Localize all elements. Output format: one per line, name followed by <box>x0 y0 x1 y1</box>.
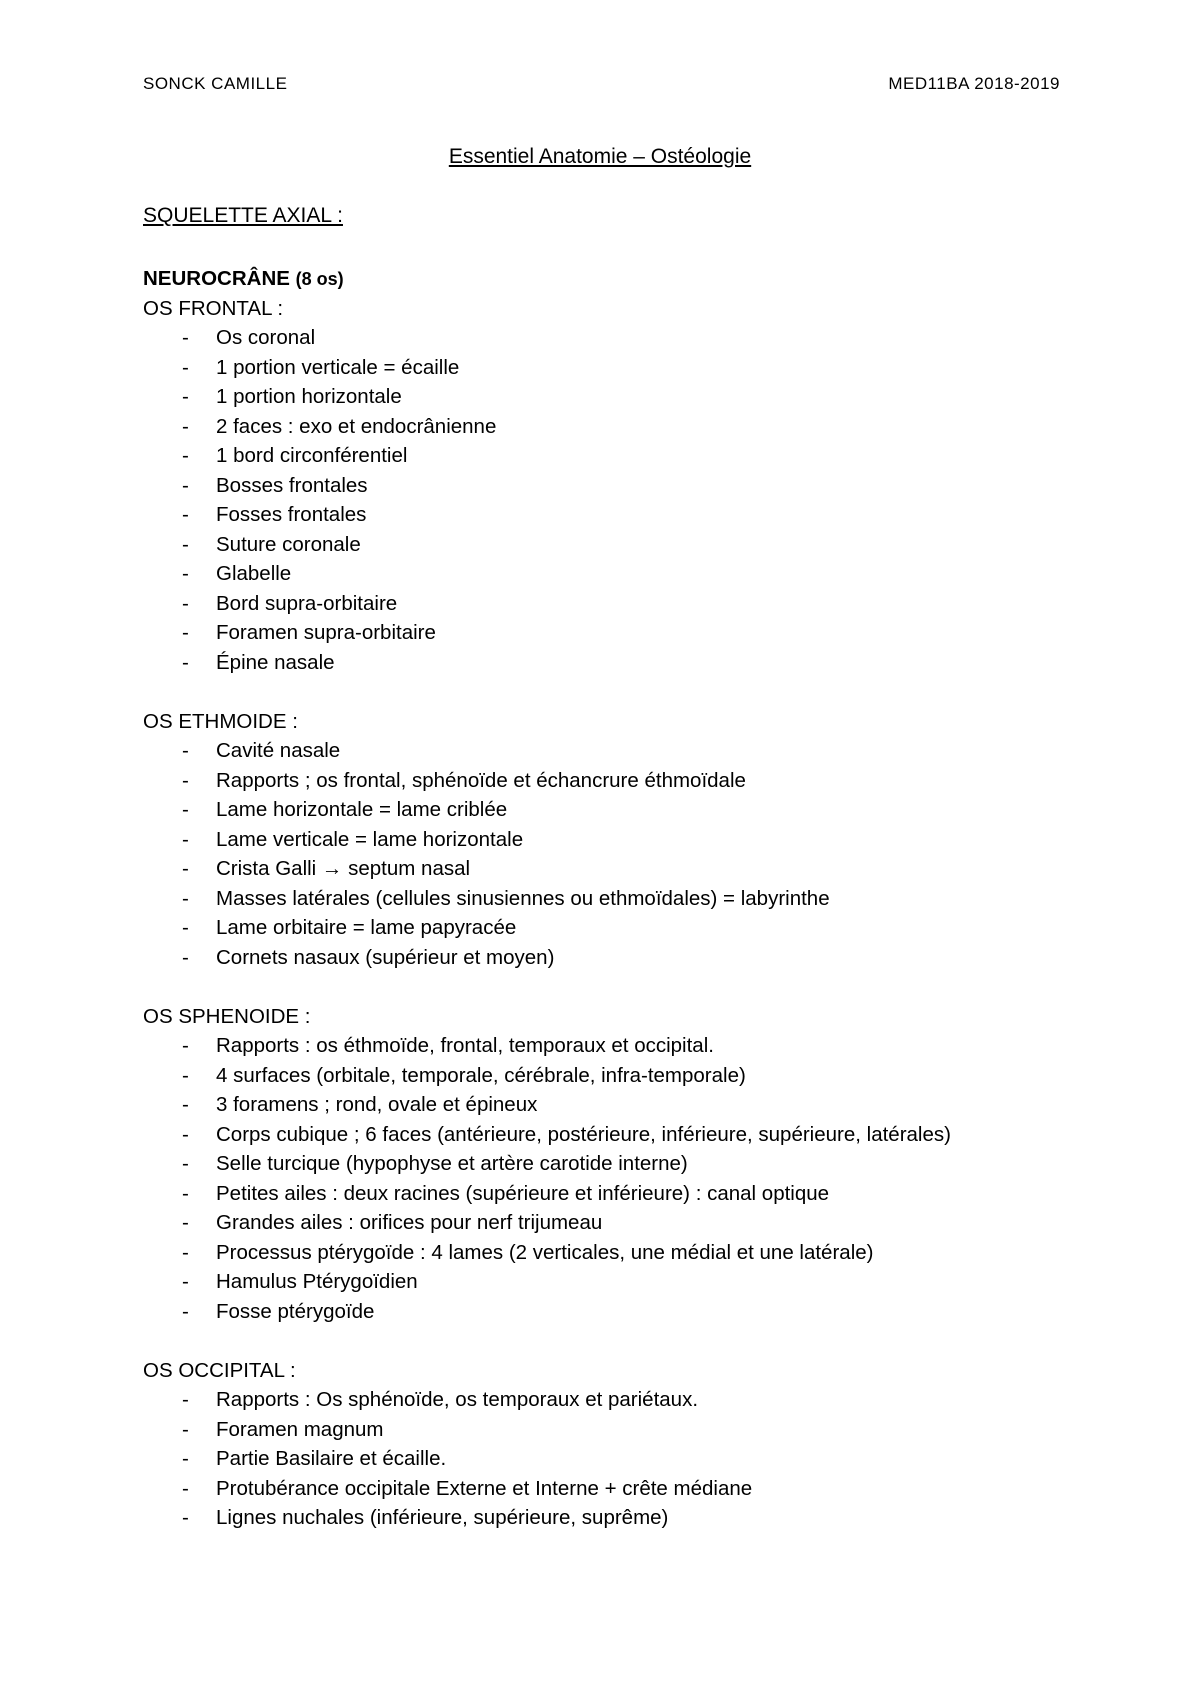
list-item-text: 1 portion horizontale <box>216 385 402 408</box>
list-item <box>143 1385 1143 1415</box>
list-item-text: Os coronal <box>216 326 316 349</box>
bullet-dash: - <box>182 1417 189 1441</box>
list-item <box>143 943 1143 973</box>
list-item <box>143 353 1143 383</box>
list-item <box>143 618 1143 648</box>
list-item-text: 4 surfaces (orbitale, temporale, cérébrale, infra-temporale) <box>216 1063 746 1087</box>
bullet-list <box>143 323 1143 677</box>
list-item-text: Rapports : Os sphénoïde, os temporaux et pariétaux. <box>216 1388 699 1411</box>
bullet-list <box>143 1031 1143 1326</box>
list-item <box>143 825 1143 855</box>
bullet-dash: - <box>182 886 189 910</box>
bullet-dash: - <box>182 1181 189 1205</box>
list-item <box>143 766 1143 796</box>
list-item-text: Protubérance occipitale Externe et Interne + crête médiane <box>216 1476 753 1500</box>
header-course: MED11BA 2018-2019 <box>888 74 1060 93</box>
bullet-dash: - <box>182 385 189 408</box>
list-item-text: Petites ailes : deux racines (supérieure et inférieure) : canal optique <box>216 1181 830 1205</box>
bullet-dash: - <box>182 1506 189 1529</box>
subsection-heading <box>143 264 1143 294</box>
list-item-text: Hamulus Ptérygoïdien <box>216 1270 418 1293</box>
bullet-dash: - <box>182 945 189 969</box>
list-item-text: Bord supra-orbitaire <box>216 591 398 615</box>
subsection-label: NEUROCRÂNE <box>143 267 290 290</box>
bullet-list <box>143 1385 1143 1533</box>
list-item-text: 1 portion verticale = écaille <box>216 355 460 379</box>
bullet-dash: - <box>182 739 189 762</box>
list-item-text: Partie Basilaire et écaille. <box>216 1447 447 1470</box>
list-item-text: Corps cubique ; 6 faces (antérieure, postérieure, inférieure, supérieure, latérales) <box>216 1122 951 1146</box>
list-item-text: Rapports : os éthmoïde, frontal, temporaux et occipital. <box>216 1034 714 1057</box>
bullet-dash: - <box>182 1476 189 1500</box>
list-item-text: Selle turcique (hypophyse et artère carotide interne) <box>216 1152 688 1175</box>
list-item <box>143 1179 1143 1209</box>
header-author: SONCK CAMILLE <box>143 74 288 93</box>
list-item <box>143 795 1143 825</box>
bullet-dash: - <box>182 444 189 467</box>
list-item-text: Glabelle <box>216 562 292 585</box>
bullet-dash: - <box>182 857 189 880</box>
list-item <box>143 1208 1143 1238</box>
list-item-text: Foramen supra-orbitaire <box>216 621 436 644</box>
list-item-text: Fosses frontales <box>216 503 367 526</box>
list-item <box>143 1031 1143 1061</box>
list-item <box>143 323 1143 353</box>
bone-section <box>143 1356 1143 1533</box>
list-item <box>143 412 1143 442</box>
list-item <box>143 1415 1143 1445</box>
document-title: Essentiel Anatomie – Ostéologie <box>448 145 752 168</box>
list-item-text: Lame verticale = lame horizontale <box>216 827 524 851</box>
list-item <box>143 648 1143 678</box>
list-item <box>143 382 1143 412</box>
bullet-dash: - <box>182 1388 189 1411</box>
section-gap <box>143 677 1143 707</box>
list-item-text: Rapports ; os frontal, sphénoïde et échancrure éthmoïdale <box>216 768 746 792</box>
bullet-dash: - <box>182 1447 189 1470</box>
list-item <box>143 1297 1143 1327</box>
list-item-text: Bosses frontales <box>216 473 368 497</box>
bullet-dash: - <box>182 621 189 644</box>
bone-title: OS OCCIPITAL : <box>143 1358 296 1382</box>
bullet-dash: - <box>182 1034 189 1057</box>
bullet-dash: - <box>182 1270 189 1293</box>
bone-section <box>143 294 1143 678</box>
list-item <box>143 559 1143 589</box>
list-item <box>143 1267 1143 1297</box>
list-item <box>143 1120 1143 1150</box>
list-item <box>143 500 1143 530</box>
list-item-text: Cornets nasaux (supérieur et moyen) <box>216 945 555 969</box>
list-item-text: Grandes ailes : orifices pour nerf trijumeau <box>216 1211 603 1234</box>
list-item-text: Cavité nasale <box>216 739 341 762</box>
bullet-dash: - <box>182 562 189 585</box>
bone-section <box>143 707 1143 973</box>
document-body <box>143 264 1143 1533</box>
list-item <box>143 589 1143 619</box>
bullet-dash: - <box>182 916 189 939</box>
section-heading: SQUELETTE AXIAL : <box>143 204 343 227</box>
bullet-dash: - <box>182 1211 189 1234</box>
bullet-dash: - <box>182 1093 189 1116</box>
bullet-dash: - <box>182 650 189 674</box>
list-item-text: Lame orbitaire = lame papyracée <box>216 916 517 939</box>
bullet-dash: - <box>182 326 189 349</box>
list-item <box>143 1090 1143 1120</box>
bullet-dash: - <box>182 414 189 438</box>
list-item-text: Lame horizontale = lame criblée <box>216 798 508 821</box>
list-item <box>143 913 1143 943</box>
bullet-dash: - <box>182 768 189 792</box>
list-item <box>143 1061 1143 1091</box>
list-item <box>143 1503 1143 1533</box>
list-item <box>143 884 1143 914</box>
list-item-text: 3 foramens ; rond, ovale et épineux <box>216 1093 538 1116</box>
list-item-text: Foramen magnum <box>216 1417 384 1441</box>
list-item-text: Crista Galli → septum nasal <box>216 857 471 880</box>
bone-title: OS SPHENOIDE : <box>143 1004 311 1028</box>
bullet-dash: - <box>182 1240 189 1264</box>
list-item-text: 1 bord circonférentiel <box>216 444 408 467</box>
bullet-dash: - <box>182 503 189 526</box>
bullet-dash: - <box>182 1299 189 1323</box>
list-item-text: Suture coronale <box>216 532 361 556</box>
list-item-text: 2 faces : exo et endocrânienne <box>216 414 497 438</box>
bullet-dash: - <box>182 355 189 379</box>
section-gap <box>143 1326 1143 1356</box>
section-gap <box>143 972 1143 1002</box>
list-item-text: Épine nasale <box>216 650 335 674</box>
bones-container <box>143 294 1143 1533</box>
bone-section <box>143 1002 1143 1327</box>
subsection-count: (8 os) <box>295 269 344 289</box>
bone-title: OS FRONTAL : <box>143 296 284 320</box>
list-item <box>143 1474 1143 1504</box>
list-item <box>143 441 1143 471</box>
bullet-dash: - <box>182 473 189 497</box>
list-item-text: Fosse ptérygoïde <box>216 1299 375 1323</box>
bullet-dash: - <box>182 1122 189 1146</box>
bullet-dash: - <box>182 798 189 821</box>
bullet-dash: - <box>182 532 189 556</box>
list-item <box>143 1149 1143 1179</box>
bullet-dash: - <box>182 591 189 615</box>
list-item <box>143 736 1143 766</box>
list-item <box>143 471 1143 501</box>
bullet-list <box>143 736 1143 972</box>
bullet-dash: - <box>182 827 189 851</box>
bone-title: OS ETHMOIDE : <box>143 709 298 733</box>
list-item <box>143 1238 1143 1268</box>
list-item-text: Processus ptérygoïde : 4 lames (2 verticales, une médial et une latérale) <box>216 1240 874 1264</box>
bullet-dash: - <box>182 1152 189 1175</box>
list-item-text: Lignes nuchales (inférieure, supérieure, suprême) <box>216 1506 669 1529</box>
list-item-text: Masses latérales (cellules sinusiennes ou ethmoïdales) = labyrinthe <box>216 886 830 910</box>
list-item <box>143 1444 1143 1474</box>
list-item <box>143 530 1143 560</box>
list-item <box>143 854 1143 884</box>
bullet-dash: - <box>182 1063 189 1087</box>
